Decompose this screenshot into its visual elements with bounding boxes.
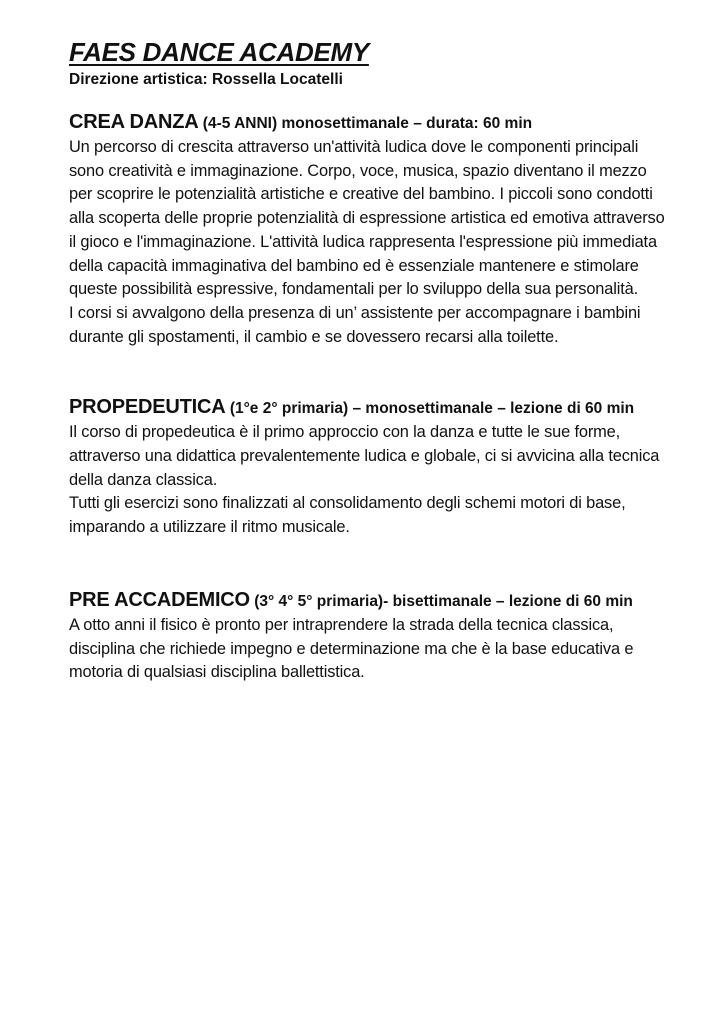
document-page (69, 36, 669, 685)
section-pre-accademico (69, 588, 669, 685)
artistic-direction: Direzione artistica: Rossella Locatelli (69, 71, 343, 88)
section-paragraph: Un percorso di crescita attraverso un'attività ludica dove le componenti principali sono creatività e immaginazione. Corpo, voce, musica, spazio diventano il mezzo per scoprire le potenzialità artistiche e creative del bambino. I piccoli sono condotti alla scoperta delle proprie potenzialità di espressione artistica ed emotiva attraverso il gioco e l'immaginazione. L'attività ludica rappresenta l'espressione più immediata della capacità immaginativa del bambino ed è essenziale mantenere e stimolare queste possibilità espressive, fondamentali per lo sviluppo della sua personalità. (69, 138, 665, 299)
section-propedeutica (69, 395, 669, 540)
section-detail: (3° 4° 5° primaria)- bisettimanale – lezione di 60 min (249, 592, 633, 610)
document-title: FAES DANCE ACADEMY (69, 37, 369, 67)
section-paragraph: Il corso di propedeutica è il primo approccio con la danza e tutte le sue forme, attraverso una didattica prevalentemente ludica e globale, ci si avvicina alla tecnica della danza classica. (69, 423, 660, 489)
section-heading (69, 395, 669, 421)
section-name: PROPEDEUTICA (69, 396, 226, 419)
section-detail: (1°e 2° primaria) – monosettimanale – lezione di 60 min (225, 400, 635, 418)
section-paragraph: Tutti gli esercizi sono finalizzati al consolidamento degli schemi motori di base, imparando a utilizzare il ritmo musicale. (69, 494, 626, 537)
section-heading (69, 588, 669, 614)
section-paragraph: I corsi si avvalgono della presenza di un’ assistente per accompagnare i bambini durante gli spostamenti, il cambio e se dovessero recarsi alla toilette. (69, 303, 641, 346)
section-paragraph: A otto anni il fisico è pronto per intraprendere la strada della tecnica classica, disciplina che richiede impegno e determinazione ma che è la base educativa e motoria di qualsiasi disciplina ballettistica. (69, 615, 634, 682)
section-detail: (4-5 ANNI) monosettimanale – durata: 60 min (198, 115, 533, 132)
section-name: PRE ACCADEMICO (69, 588, 250, 611)
section-name: CREA DANZA (69, 111, 199, 133)
section-heading (69, 110, 669, 136)
section-crea-danza (69, 110, 669, 349)
